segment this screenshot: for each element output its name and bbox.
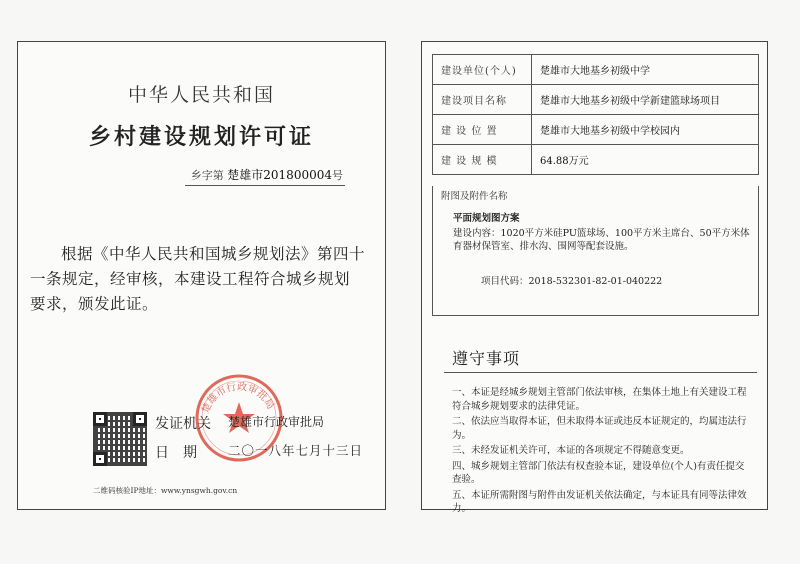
certificate-number — [185, 166, 345, 186]
list-item: 五、本证所需附图与附件由发证机关依法确定，与本证具有同等法律效力。 — [452, 489, 747, 514]
number-value: 楚雄市201800004 — [227, 168, 332, 182]
notice-list — [450, 386, 749, 518]
table-row — [433, 55, 759, 85]
qr-verification-note: 二维码核验IP地址：www.ynsgwh.gov.cn — [93, 486, 238, 495]
attachments-section — [432, 186, 759, 316]
issuer-label: 发证机关 — [155, 416, 211, 432]
list-item: 四、城乡规划主管部门依法有权查验本证，建设单位(个人)有责任提交查验。 — [452, 460, 745, 485]
notice-title: 遵守事项 — [452, 349, 521, 368]
project-code: 项目代码：2018-532301-82-01-040222 — [481, 276, 663, 287]
plan-title: 平面规划图方案 — [453, 213, 520, 224]
attachments-header: 附图及附件名称 — [441, 191, 508, 202]
list-item: 三、未经发证机关许可，本证的各项规定不得随意变更。 — [452, 445, 690, 456]
svg-text:楚雄市行政审批局: 楚雄市行政审批局 — [200, 381, 276, 416]
project-info-table — [432, 54, 759, 175]
table-row — [433, 115, 759, 145]
list-item: 二、依法应当取得本证，但未取得本证或违反本证规定的，均属违法行为。 — [452, 416, 747, 441]
country-title: 中华人民共和国 — [127, 84, 275, 106]
certificate-body-text: 根据《中华人民共和国城乡规划法》第四十一条规定，经审核，本建设工程符合城乡规划要求，颁发此证。 — [30, 245, 366, 313]
table-row — [433, 85, 759, 115]
row-value: 楚雄市大地基乡初级中学新建篮球场项目 — [532, 85, 759, 115]
row-value: 楚雄市大地基乡初级中学 — [532, 55, 759, 85]
list-item: 一、本证是经城乡规划主管部门依法审核，在集体土地上有关建设工程符合城乡规划要求的法律凭证。 — [452, 387, 747, 412]
issuer-value: 楚雄市行政审批局 — [228, 415, 325, 429]
row-label: 建设单位(个人) — [433, 55, 532, 85]
number-suffix: 号 — [332, 169, 343, 182]
certificate-back — [421, 41, 768, 514]
row-label: 建 设 规 模 — [433, 145, 532, 175]
issue-date: 二〇一八年七月十三日 — [228, 443, 364, 458]
row-value: 楚雄市大地基乡初级中学校园内 — [532, 115, 759, 145]
construction-content: 建设内容：1020平方米硅PU篮球场、100平方米主席台、50平方米体育器材保管室、排水沟、围网等配套设施。 — [453, 228, 750, 252]
row-label: 建设项目名称 — [433, 85, 532, 115]
number-prefix: 乡字第 — [190, 169, 224, 182]
qr-code — [93, 412, 147, 466]
row-value: 64.88万元 — [532, 145, 759, 175]
certificate-front — [17, 41, 386, 510]
date-label: 日期 — [155, 445, 211, 461]
document-title: 乡村建设规划许可证 — [88, 124, 314, 150]
table-row — [433, 145, 759, 175]
row-label: 建 设 位 置 — [433, 115, 532, 145]
divider — [444, 372, 757, 373]
